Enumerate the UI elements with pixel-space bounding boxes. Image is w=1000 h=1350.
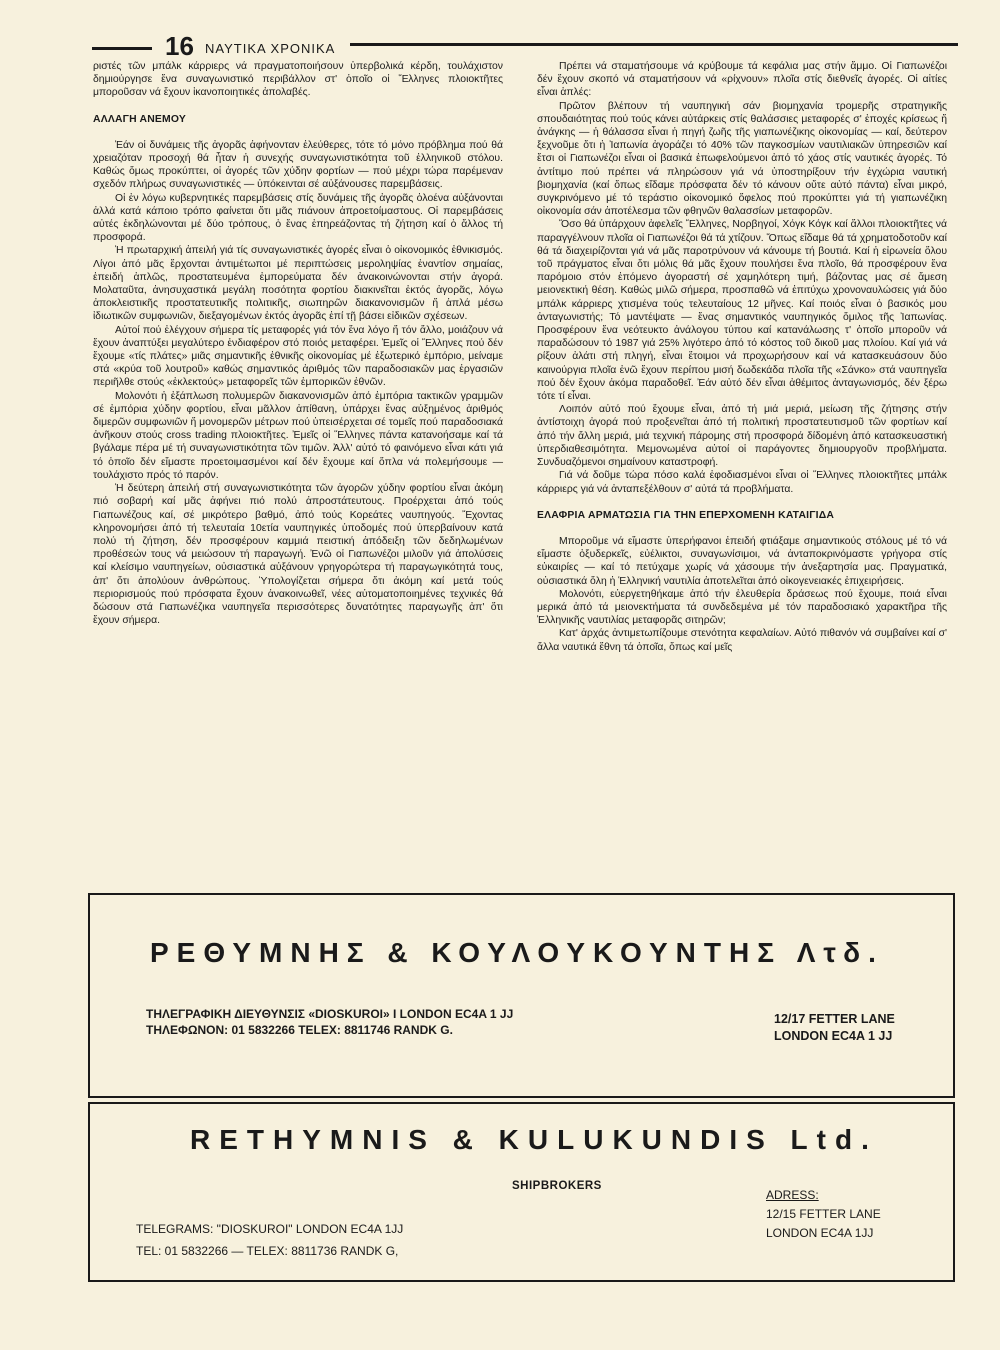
paragraph: Ὅσο θά ὑπάρχουν ἀφελεῖς Ἕλληνες, Νορβηγοί, Χόγκ Κόγκ καί ἄλλοι πλοιοκτῆτες νά παραγγέλνουν πλοῖα οἱ Γιαπωνέζοι θά τά χτίζουν. Ὅπως εἴδαμε θά τά χρηματοδοτοῦν καί θά τά διαχειρίζονται γιά νά μᾶς παροτρύνουν νά κάνουμε τή βουτιά. Καί ἡ εἰρωνεία ὅλου τοῦ πράγματος εἶναι ὅτι μόλις θά μᾶς ἔχουν πουλήσει ἕνα πλοῖο, θά προσφέρουν ἕνα παρόμοιο στόν ἑπόμενο ἀγοραστή σέ χαμηλότερη τιμή, βάζοντας μας σέ ἄμεση μειονεκτική θέση. Καθώς μιλῶ σήμερα, προσπαθῶ νά ἐπιτύχω χρονοναυλώσεις γιά δύο μπάλκ κάρριερς χτισμένα τούς τελευταίους 12 μῆνες. Καί ποιός εἶναι ὁ βασικός μου ἀνταγωνιστής; Τό μαντέψατε — ἕνας σημαντικός ναυπηγικός ὅμιλος τῆς Ἰαπωνίας. Προσφέρουν ἕνα νεότευκτο ἀνάλογου τύπου καί κατανάλωσης τ' ὁποῖο μποροῦν νά παραδώσουν τό 1987 γιά 25% λιγότερο ἀπό τό κόστος τοῦ δικοῦ μας πλοίου. Καί γιά νά ρίξουν ἀλάτι στή πληγή, εἶναι ἕτοιμοι νά προχωρήσουν καί νά κατασκευάσουν δύο καινούργια πλοῖα ἐνῶ ἔχουν περίπου μισή δωδεκάδα πλοῖα τῆς «Σάνκο» στά ναυπηγεῖα πού δέν ἔχουν ἀκόμα παραδοθεῖ. Ἐάν αὐτό δέν εἶναι ἀθέμιτος ἀνταγωνισμός, δέν ξέρω τότε τί εἶναι. [537,219,947,403]
paragraph: Πρέπει νά σταματήσουμε νά κρύβουμε τά κεφάλια μας στήν ἄμμο. Οἱ Γιαπωνέζοι δέν ἔχουν σκοπό νά σταματήσουν νά «ρίχνουν» πλοῖα στίς διεθνεῖς ἀγορές. Οἱ αἰτίες εἶναι ἁπλές: [537,61,947,99]
paragraph: Ἡ πρωταρχική ἀπειλή γιά τίς συναγωνιστικές ἀγορές εἶναι ὁ οἰκονομικός ἐθνικισμός. Λίγοι ἀπό μᾶς ἔρχονται ἀντιμέτωποι μέ περιπτώσεις μεροληψίας ἐναντίον σημαίας, ἐπειδή ἁπλῶς, προστατευμένα ἐμπορεύματα δέν ἀνακοινώνονται στήν ἀγορά. Μολαταῦτα, ἀνησυχαστικά μεγάλη ποσότητα φορτίου διακινεῖται ἐκτός ἀγορᾶς, λόγω ἀποκλειστικῆς προστατευτικῆς πολιτικῆς, σιωπηρῶν διακανονισμῶν ἤ ἁπλά μέσω ἰδιωτικῶν συμφωνιῶν, διεξαγομένων ἐκτός ἀγορᾶς ἐπί τῇ βάσει εἰδικῶν σχέσεων. [93,245,503,323]
postal-address [766,1186,881,1243]
paragraph: Οἱ ἐν λόγω κυβερνητικές παρεμβάσεις στίς δυνάμεις τῆς ἀγορᾶς ὁλοένα αὐξάνονται ἀλλά κατά κάποιο τρόπο φαίνεται ὅτι μᾶς πιάνουν ἀπροετοίμαστους. Οἱ παρεμβάσεις αὐτές ἐκδηλώνονται μέ δύο τρόπους, ὁ ἕνας ἐπηρεάζοντας τή ζήτηση καί ὁ ἄλλος τή προσφορά. [93,192,503,244]
section-heading: ΕΛΑΦΡΙΑ ΑΡΜΑΤΩΣΙΑ ΓΙΑ ΤΗΝ ΕΠΕΡΧΟΜΕΝΗ ΚΑΤΑΙΓΙΔΑ [537,509,835,521]
paragraph: Λοιπόν αὐτό πού ἔχουμε εἶναι, ἀπό τή μιά μεριά, μείωση τῆς ζήτησης στήν ἀντίστοιχη ἀγορά πού προξενεῖται ἀπό τή πολιτική προστατευτισμοῦ τῶν φορτίων καί ἀπό τήν ἄλλη μεριά, μιά τεχνική πάρομης στή προσφορά δίδομένη ἀπό κατασκευαστική ὑπερδιαθεσιμότητα. Μεμονωμένα αὐτοί οἱ παράγοντες δημιουργοῦν προβλήματα. Συνδυαζόμενοι σημαίνουν καταστροφή. [537,404,947,469]
paragraph: Γιά νά δοῦμε τώρα πόσο καλά ἐφοδιασμένοι εἶναι οἱ Ἕλληνες πλοιοκτῆτες μπάλκ κάρριερς γιά νά ἀνταπεξέλθουν σ' αὐτά τά προβλήματα. [537,470,947,495]
paragraph: Μποροῦμε νά εἴμαστε ὑπερήφανοι ἐπειδή φτιάξαμε σημαντικούς στόλους μέ τό νά εἴμαστε ὀξυδερκεῖς, εὐέλικτοι, συναγωνίσιμοι, νά ἀνταποκρινόμαστε γρήγορα στίς εὐκαιρίες — καί τό πετύχαμε χωρίς νά χάσουμε τήν ἀνεξαρτησία μας. Πραγματικά, οὐσιαστικά ὅλη ἡ Ἑλληνική ναυτιλία ἀποτελεῖται ἀπό οἰκογενειακές ἐπιχειρήσεις. [537,535,947,587]
phone-telex: TEL: 01 5832266 — TELEX: 8811736 RANDK G, [136,1244,399,1258]
firm-subtitle: SHIPBROKERS [512,1180,602,1192]
paragraph: Κατ' ἀρχάς ἀντιμετωπίζουμε στενότητα κεφαλαίων. Αὐτό πιθανόν νά συμβαίνει καί σ' ἄλλα ναυτικά ἔθνη τά ὁποῖα, ὅπως καί μεῖς [537,628,947,653]
paragraph: Ἐάν οἱ δυνάμεις τῆς ἀγορᾶς ἀφήνονταν ἐλεύθερες, τότε τό μόνο πρόβλημα πού θά χρειαζόταν προσοχή θά ἦταν ἡ συνεχής συναγωνιστικότητα τοῦ ἑλληνικοῦ στόλου. Καθώς ὅμως προκύπτει, οἱ ἀγορές τῶν χύδην φορτίων — πού μέχρι τώρα παρέμεναν σχεδόν πλήρως συναγωνιστικές — ὑπόκεινται σέ αὐξάνουσες παρεμβάσεις. [93,139,503,191]
paragraph: Αὐτοί πού ἐλέγχουν σήμερα τίς μεταφορές γιά τόν ἕνα λόγο ἤ τόν ἄλλο, μοιάζουν νά ἔχουν ἀναπτύξει μεγαλύτερο ἐνδιαφέρον στό ποιός μεταφέρει. Ἐμεῖς οἱ Ἕλληνες πού δέν ἔχουμε «τίς πλάτες» μιᾶς σημαντικῆς ἐθνικῆς οἰκονομίας μέ ἐξωτερικό ἐμπόριο, μείναμε στά «κρύα τοῦ λουτροῦ» καθώς σημαντικός ἀριθμός τῶν παραδοσιακῶν μας ἐργασιῶν περιῆλθε στούς «ἐκλεκτούς» μεταφορεῖς τῶν ἐμπορικῶν ἐθνῶν. [93,324,503,389]
telegram-address: TELEGRAMS: "DIOSKUROI" LONDON EC4A 1JJ [136,1222,404,1236]
telegram-address: ΤΗΛΕΓΡΑΦΙΚΗ ΔΙΕΥΘΥΝΣΙΣ «DIOSKUROI» Ι LONDON EC4A 1 JJ [146,1007,514,1021]
section-heading: ΑΛΛΑΓΗ ΑΝΕΜΟΥ [93,113,187,125]
right-column [537,60,947,654]
advertisement-greek [88,893,955,1098]
phone-telex: ΤΗΛΕΦΩΝΟΝ: 01 5832266 TELEX: 8811746 RANDK G. [146,1023,453,1037]
paragraph: Ἡ δεύτερη ἀπειλή στή συναγωνιστικότητα τῶν ἀγορῶν χύδην φορτίου εἶναι ἀκόμη πιό σοβαρή καί μᾶς ἀφήνει πιό πολύ ἀπροστάτευτους. Προέρχεται ἀπό τούς Γιαπωνέζους καί, σέ μικρότερο βαθμό, ἀπό τούς Κορεάτες ναυπηγούς. Ἔχοντας κληρονομήσει ἀπό τή τελευταία 10ετία ναυπηγικές ὑποδομές πού ὑπερβαίνουν κατά πολύ τή ζήτηση, δέν προσφέρουν καμμιά πειστική ἀπόδειξη τῶν δεδηλωμένων προθέσεών τους νά μειώσουν τή παραγωγή. Ἐνῶ οἱ Γιαπωνέζοι μιλοῦν γιά ἀπολύσεις καί κλείσιμο ναυπηγείων, οὐσιαστικά αὐξάνουν γρηγορώτερα τή παραγωγικότητά τους, ἀπ' ὅτι ἀπολύουν ἀνθρώπους. Ὑπολογίζεται σήμερα ὅτι ἀκόμη καί μετά τούς περιορισμούς πού πρόσφατα ἔχουν ἀνακοινωθεῖ, νέες αὐτοματοποιημένες τεχνικές θά δώσουν στά Γιαπωνέζικα ναυπηγεῖα περισσότερες δυνατότητες παραγωγῆς ἀπ' ὅτι ἔχουν σήμερα. [93,483,503,627]
address-line: LONDON EC4A 1 JJ [774,1029,893,1043]
address-line: 12/17 FETTER LANE [774,1012,895,1026]
advertisement-latin [88,1102,955,1282]
paragraph: Μολονότι ἡ ἐξάπλωση πολυμερῶν διακανονισμῶν ἀπό ἐμπόρια τακτικῶν γραμμῶν σέ ἐμπόρια χύδην φορτίου, εἶναι μᾶλλον ἀπίθανη, ὑπάρχει ἕνας αὐξημένος ἀριθμός διμερῶν συμφωνιῶν ἤ μονομερῶν μέτρων πού ὑπεισέρχεται σέ τομεῖς πού παραδοσιακά ἀνῆκουν στούς cross trading πλοιοκτῆτες. Ἐμεῖς οἱ Ἕλληνες πάντα κατανοήσαμε καί τά βγάλαμε πέρα μέ τή συναγωνιστικότητα τῶν τιμῶν. Ἀλλ' αὐτό τό φαινόμενο εἶναι κάτι γιά τό ὁποῖο δέν εἴμαστε προετοιμασμένοι καί δέν ἔχουμε καί ὅπλα νά πολεμήσουμε — τουλάχιστο πρός τό παρόν. [93,390,503,481]
address-line: LONDON EC4A 1JJ [766,1226,874,1240]
left-column [93,60,503,627]
page-number: 16 [165,31,194,61]
postal-address [774,1011,895,1045]
header-rule-right [350,43,958,46]
firm-name: RETHYMNIS & KULUKUNDIS Ltd. [190,1124,878,1155]
header-rule-left [92,47,152,50]
firm-name: ΡΕΘΥΜΝΗΣ & ΚΟΥΛΟΥΚΟΥΝΤΗΣ Λτδ. [150,937,884,968]
paragraph: Μολονότι, εὐεργετηθήκαμε ἀπό τήν ἐλευθερία δράσεως πού ἔχουμε, ποιά εἶναι μερικά ἀπό τά μειονεκτήματα τά συνδεδεμένα μέ τόν παραδοσιακό χαρακτῆρα τῆς Ἑλληνικῆς ναυτιλίας μεταφορᾶς σιτηρῶν; [537,588,947,627]
magazine-title: ΝΑΥΤΙΚΑ ΧΡΟΝΙΚΑ [205,41,336,56]
address-line: 12/15 FETTER LANE [766,1207,881,1221]
address-label: ADRESS: [766,1188,819,1202]
paragraph: ριστές τῶν μπάλκ κάρριερς νά πραγματοποιήσουν ὑπερβολικά κέρδη, τουλάχιστον δημιούργησε ἕνα συναγωνιστικό περιβάλλον στ' ὁποῖο οἱ Ἕλληνες πλοιοκτῆτες μποροῦσαν νά ἔχουν ἱκανοποιητικές ἀπολαβές. [93,61,503,99]
paragraph: Πρῶτον βλέπουν τή ναυπηγική σάν βιομηχανία τρομερῆς στρατηγικῆς σπουδαιότητας πού τούς κάνει αὐτάρκεις στίς θαλάσσιες μεταφορές σ' ἐποχές κρίσεως ἤ ἀνάγκης — ἡ θάλασσα εἶναι ἡ πηγή ζωῆς τῆς γιαπωνέζικης οἰκονομίας — καί, δεύτερον ξεχνοῦμε ὅτι ἡ Ἰαπωνία ἀγοράζει τό 40% τῶν παγκοσμίων ναυτιλιακῶν ὑπηρεσιῶν καί ἔτσι οἱ Γιαπωνέζοι εἶναι οἱ βασικά ἐπωφελούμενοι ἀπό τό χάος στίς ναυτικές ἀγορές. Τό ἀντίτιμο πού πρέπει νά πληρώσουν γιά νά ὑποστηρίξουν τήν ἐγχώρια ναυτική βιομηχανία (καί ὅπως εἴδαμε πρόσφατα δέν τό κάνουν οὔτε αὐτό πάντα) εἶναι μικρό, συγκρινόμενο μέ τό τεράστιο οἰκονομικό ὄφελος πού προκύπτει γιά τή γιαπωνέζικη οἰκονομία σάν ἀποτέλεσμα τῶν φθηνῶν θαλασσίων μεταφορῶν. [537,100,947,218]
